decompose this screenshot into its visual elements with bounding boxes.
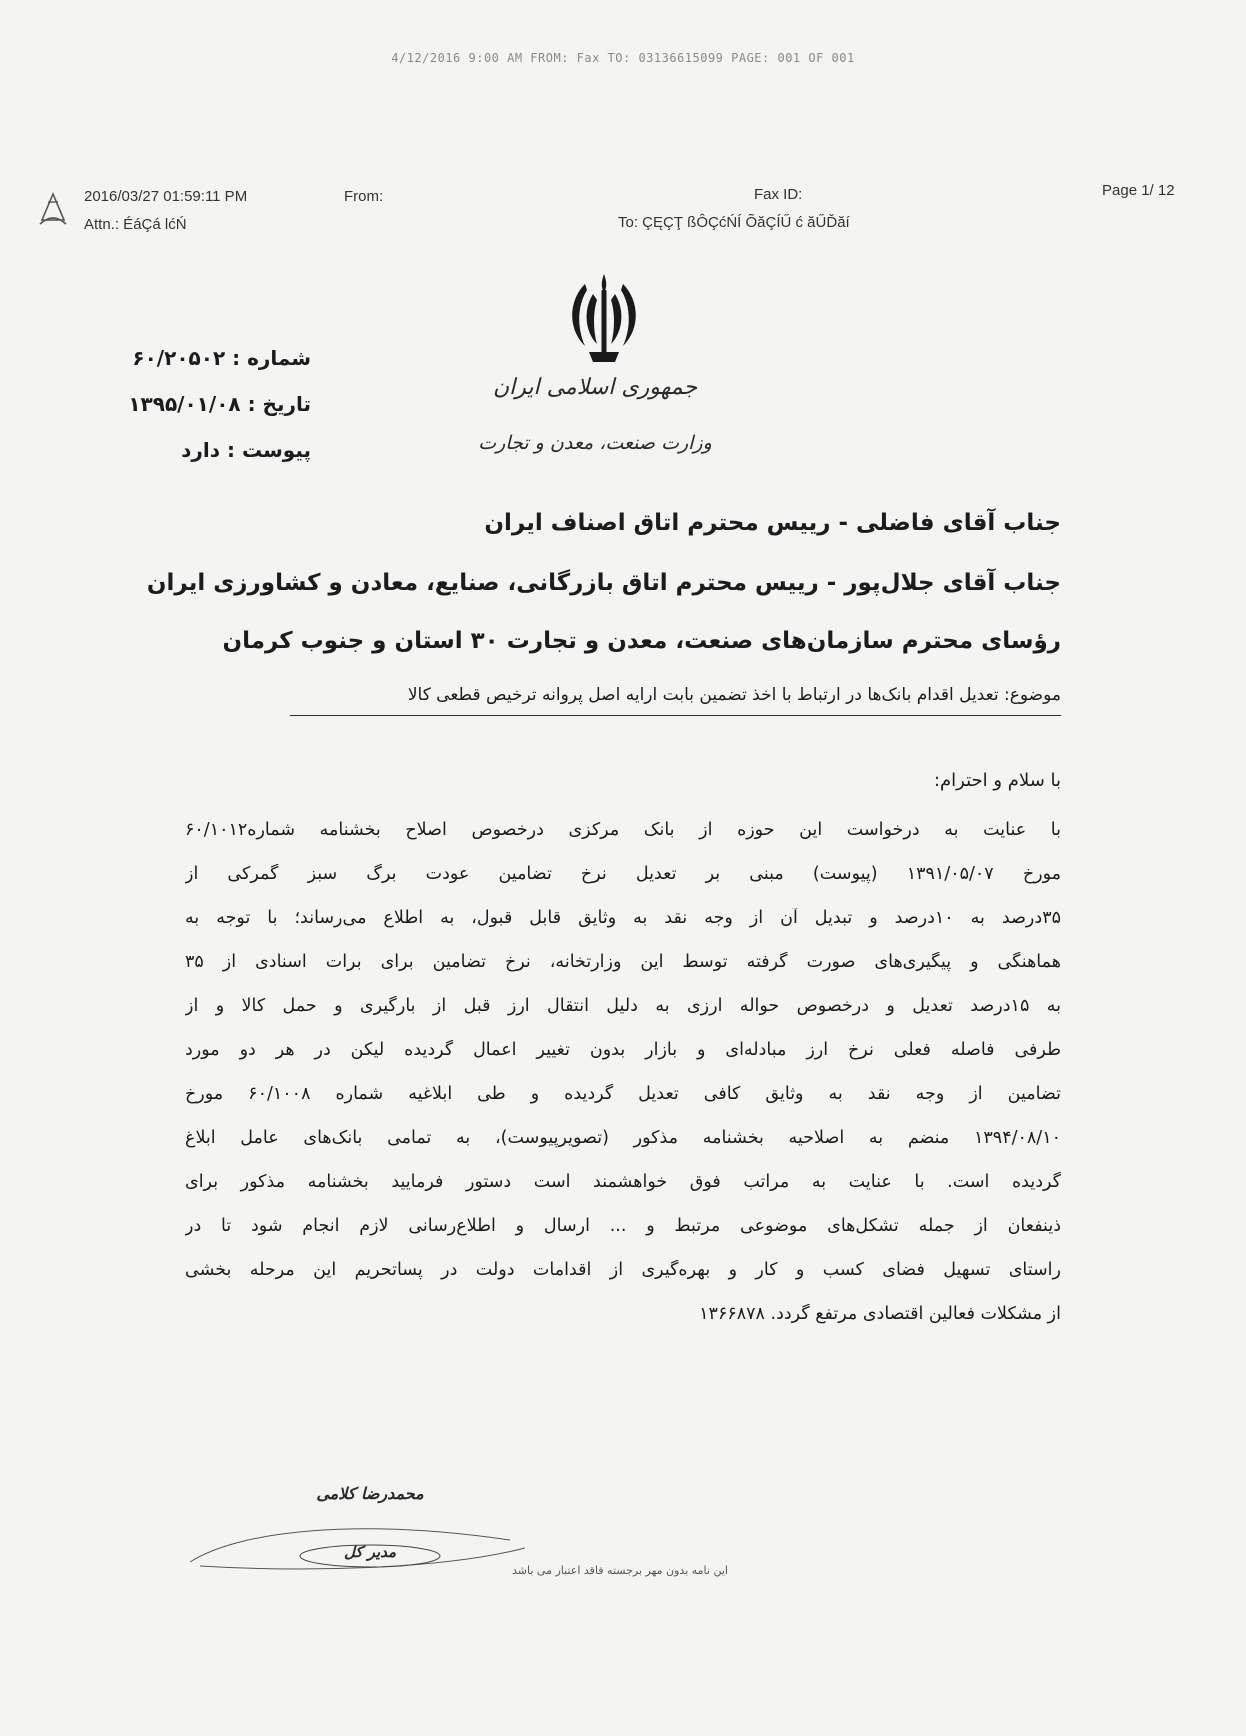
letter-greeting: با سلام و احترام: <box>933 770 1061 791</box>
body-line: مورخ ۱۳۹۱/۰۵/۰۷ (پیوست) مبنی بر تعدیل نرخ تضامین عودت برگ سبز گمرکی از <box>185 864 1061 884</box>
addressee-line: رؤسای محترم سازمان‌های صنعت، معدن و تجارت ۳۰ استان و جنوب کرمان <box>222 628 1061 654</box>
addressee-line: جناب آقای فاضلی - رییس محترم اتاق اصناف ایران <box>484 510 1061 536</box>
subject-underline <box>290 715 1061 716</box>
letter-number: شماره : ۶۰/۲۰۵۰۲ <box>132 346 311 370</box>
letter-attachment: پیوست : دارد <box>181 438 311 462</box>
body-line: تضامین از وجه نقد به وثایق کافی تعدیل گردیده و طی ابلاغیه شماره ۶۰/۱۰۰۸ مورخ <box>185 1084 1061 1104</box>
letter-subject: موضوع: تعدیل اقدام بانک‌ها در ارتباط با اخذ تضمین بابت ارایه اصل پروانه ترخیص قطعی کالا <box>407 685 1061 705</box>
fax-to: To: ÇĘÇŢ ßÔÇćŃÍ ÕăÇÍŰ ć ăŰĎăí <box>618 214 850 231</box>
signer-title: مدیر کل <box>343 1543 397 1561</box>
fax-id-label: Fax ID: <box>754 186 803 203</box>
fax-transmission-line: 4/12/2016 9:00 AM FROM: Fax TO: 03136615099 PAGE: 001 OF 001 <box>391 51 855 65</box>
addressee-line: جناب آقای جلال‌پور - رییس محترم اتاق بازرگانی، صنایع، معادن و کشاورزی ایران <box>146 570 1061 596</box>
fax-page-count: Page 1/ 12 <box>1102 182 1175 199</box>
body-line: به ۱۵درصد تعدیل و درخصوص حواله ارزی به دلیل انتقال ارز قبل از بارگیری و حمل کالا و از <box>185 996 1061 1016</box>
stamp-validity-note: این نامه بدون مهر برجسته فاقد اعتبار می باشد <box>512 1564 728 1577</box>
letterhead-ministry: وزارت صنعت، معدن و تجارت <box>478 432 712 454</box>
body-line: با عنایت به درخواست این حوزه از بانک مرکزی درخصوص اصلاح بخشنامه شماره۶۰/۱۰۱۲ <box>185 820 1061 840</box>
letterhead-title: جمهوری اسلامی ایران <box>492 375 698 400</box>
fax-attn: Attn.: ÉáÇá lćŃ <box>84 216 187 233</box>
body-line: ۱۳۹۴/۰۸/۱۰ منضم به اصلاحیه بخشنامه مذکور (تصویرپیوست)، به تمامی بانک‌های عامل ابلاغ <box>185 1128 1061 1148</box>
fax-logo-icon <box>38 190 68 226</box>
body-line: ذینفعان از جمله تشکل‌های موضوعی مرتبط و ... ارسال و اطلاع‌رسانی لازم انجام شود تا در <box>185 1216 1061 1236</box>
signer-name: محمدرضا کلامی <box>316 1484 424 1503</box>
iran-emblem-icon <box>563 270 645 368</box>
fax-datetime: 2016/03/27 01:59:11 PM <box>84 188 248 205</box>
body-line: از مشکلات فعالین اقتصادی مرتفع گردد. ۱۳۶۶۸۷۸ <box>699 1304 1061 1324</box>
body-line: گردیده است. با عنایت به مراتب فوق خواهشمند است دستور فرمایید بخشنامه مذکور برای <box>185 1172 1061 1192</box>
body-line: ۳۵درصد به ۱۰درصد و تبدیل آن از وجه نقد به وثایق قابل قبول، به اطلاع می‌رساند؛ با توجه به <box>185 908 1061 928</box>
letter-date: تاریخ : ۱۳۹۵/۰۱/۰۸ <box>128 392 311 416</box>
body-line: طرفی فاصله فعلی نرخ ارز مبادله‌ای و بازار بدون تغییر اعمال گردیده لیکن در هر دو مورد <box>185 1040 1061 1060</box>
body-line: راستای تسهیل فضای کسب و کار و بهره‌گیری از اقدامات دولت در پساتحریم این مرحله بخشی <box>185 1260 1061 1280</box>
body-line: هماهنگی و پیگیری‌های صورت گرفته توسط این وزارتخانه، نرخ تضامین برای برات اسنادی از ۳۵ <box>185 952 1061 972</box>
fax-from-label: From: <box>344 188 384 205</box>
